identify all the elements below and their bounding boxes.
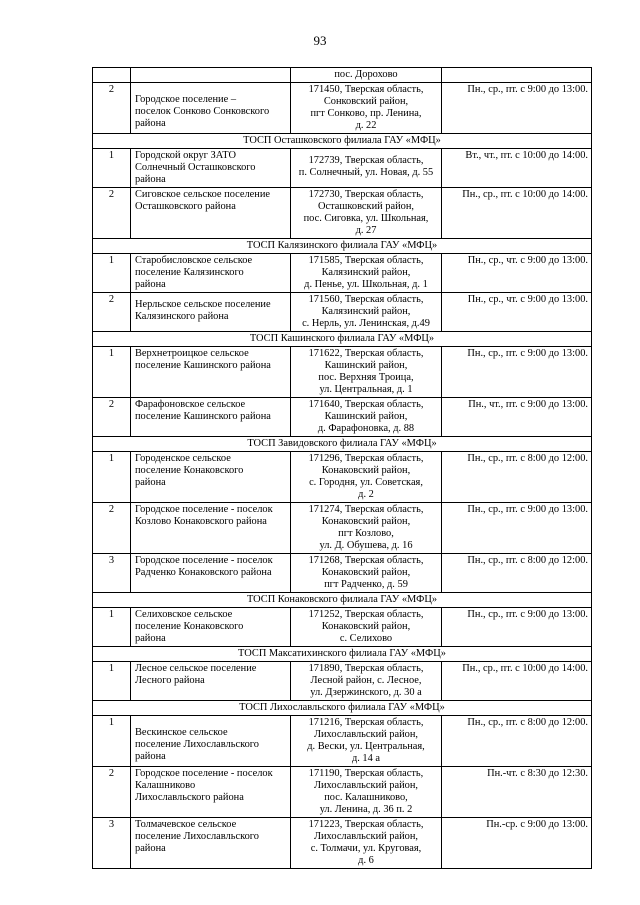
municipality-name: Городенское сельское поселение Конаковского района	[131, 452, 291, 503]
address-cell: 172739, Тверская область, п. Солнечный, ул. Новая, д. 55	[291, 149, 442, 188]
municipality-name: Старобисловское сельское поселение Калязинского района	[131, 254, 291, 293]
row-number: 2	[93, 83, 131, 134]
table-row	[93, 662, 592, 701]
municipality-name: Городской округ ЗАТО Солнечный Осташковского района	[131, 149, 291, 188]
table-row	[93, 188, 592, 239]
address-cell: 171622, Тверская область, Кашинский район, пос. Верхняя Троица, ул. Центральная, д. 1	[291, 347, 442, 398]
table-row	[93, 68, 592, 83]
municipality-name: Городское поселение - поселок Радченко Конаковского района	[131, 554, 291, 593]
address-cell: 171274, Тверская область, Конаковский район, пгт Козлово, ул. Д. Обушева, д. 16	[291, 503, 442, 554]
hours-cell: Пн., ср., пт. с 10:00 до 14:00.	[442, 662, 592, 701]
row-number: 1	[93, 347, 131, 398]
hours-cell: Пн., ср., чт. с 9:00 до 13:00.	[442, 293, 592, 332]
section-title: ТОСП Кашинского филиала ГАУ «МФЦ»	[93, 332, 592, 347]
table-row	[93, 608, 592, 647]
municipality-name: Селиховское сельское поселение Конаковского района	[131, 608, 291, 647]
municipality-name: Городское поселение – поселок Сонково Сонковского района	[131, 83, 291, 134]
table-row	[93, 452, 592, 503]
address-cell: 171890, Тверская область, Лесной район, с. Лесное, ул. Дзержинского, д. 30 а	[291, 662, 442, 701]
address-cell: пос. Дорохово	[291, 68, 442, 83]
table-row	[93, 398, 592, 437]
municipality-name: Вескинское сельское поселение Лихославльского района	[131, 716, 291, 767]
row-number: 1	[93, 452, 131, 503]
row-number: 1	[93, 149, 131, 188]
row-number: 1	[93, 608, 131, 647]
table-row	[93, 254, 592, 293]
municipality-name: Городское поселение - поселок Калашниково Лихославльского района	[131, 767, 291, 818]
address-cell: 171560, Тверская область, Калязинский район, с. Нерль, ул. Ленинская, д.49	[291, 293, 442, 332]
address-cell: 171640, Тверская область, Кашинский район, д. Фарафоновка, д. 88	[291, 398, 442, 437]
hours-cell: Пн., ср., пт. с 9:00 до 13:00.	[442, 608, 592, 647]
hours-cell: Пн., ср., пт. с 9:00 до 13:00.	[442, 347, 592, 398]
hours-cell: Пн., ср., пт. с 8:00 до 12:00.	[442, 554, 592, 593]
municipality-name: Верхнетроицкое сельское поселение Кашинского района	[131, 347, 291, 398]
address-cell: 171585, Тверская область, Калязинский район, д. Пенье, ул. Школьная, д. 1	[291, 254, 442, 293]
row-number: 2	[93, 398, 131, 437]
row-number: 2	[93, 293, 131, 332]
section-title: ТОСП Максатихинского филиала ГАУ «МФЦ»	[93, 647, 592, 662]
hours-cell: Пн., ср., чт. с 9:00 до 13:00.	[442, 254, 592, 293]
table-row	[93, 767, 592, 818]
row-number: 1	[93, 662, 131, 701]
hours-cell: Пн., ср., пт. с 9:00 до 13:00.	[442, 83, 592, 134]
municipality-name: Лесное сельское поселение Лесного района	[131, 662, 291, 701]
table-row	[93, 149, 592, 188]
section-header-row	[93, 239, 592, 254]
section-header-row	[93, 134, 592, 149]
row-number: 2	[93, 767, 131, 818]
section-header-row	[93, 332, 592, 347]
table-row	[93, 347, 592, 398]
address-cell: 171216, Тверская область, Лихославльский район, д. Вески, ул. Центральная, д. 14 а	[291, 716, 442, 767]
table-row	[93, 503, 592, 554]
section-title: ТОСП Завидовского филиала ГАУ «МФЦ»	[93, 437, 592, 452]
section-header-row	[93, 701, 592, 716]
hours-cell: Вт., чт., пт. с 10:00 до 14:00.	[442, 149, 592, 188]
row-number: 1	[93, 716, 131, 767]
section-header-row	[93, 647, 592, 662]
address-cell: 171296, Тверская область, Конаковский район, с. Городня, ул. Советская, д. 2	[291, 452, 442, 503]
hours-cell: Пн., ср., пт. с 9:00 до 13:00.	[442, 503, 592, 554]
hours-cell: Пн., ср., пт. с 10:00 до 14:00.	[442, 188, 592, 239]
hours-cell: Пн., ср., пт. с 8:00 до 12:00.	[442, 716, 592, 767]
row-number: 2	[93, 188, 131, 239]
row-number: 3	[93, 554, 131, 593]
address-cell: 171252, Тверская область, Конаковский район, с. Селихово	[291, 608, 442, 647]
section-header-row	[93, 437, 592, 452]
hours-cell: Пн., чт., пт. с 9:00 до 13:00.	[442, 398, 592, 437]
section-title: ТОСП Калязинского филиала ГАУ «МФЦ»	[93, 239, 592, 254]
address-cell: 171223, Тверская область, Лихославльский район, с. Толмачи, ул. Круговая, д. 6	[291, 818, 442, 869]
address-cell: 171268, Тверская область, Конаковский район, пгт Радченко, д. 59	[291, 554, 442, 593]
address-cell: 172730, Тверская область, Осташковский район, пос. Сиговка, ул. Школьная, д. 27	[291, 188, 442, 239]
municipality-name: Городское поселение - поселок Козлово Конаковского района	[131, 503, 291, 554]
row-number: 2	[93, 503, 131, 554]
section-title: ТОСП Лихославльского филиала ГАУ «МФЦ»	[93, 701, 592, 716]
page-number: 93	[313, 33, 327, 48]
row-number: 3	[93, 818, 131, 869]
municipality-name: Сиговское сельское поселение Осташковского района	[131, 188, 291, 239]
table-row	[93, 554, 592, 593]
table-row	[93, 293, 592, 332]
section-title: ТОСП Конаковского филиала ГАУ «МФЦ»	[93, 593, 592, 608]
municipality-name: Нерльское сельское поселение Калязинского района	[131, 293, 291, 332]
address-cell: 171450, Тверская область, Сонковский район, пгт Сонково, пр. Ленина, д. 22	[291, 83, 442, 134]
mfc-table	[92, 67, 592, 869]
table-row	[93, 716, 592, 767]
table-row	[93, 83, 592, 134]
hours-cell: Пн.-ср. с 9:00 до 13:00.	[442, 818, 592, 869]
municipality-name: Фарафоновское сельское поселение Кашинского района	[131, 398, 291, 437]
hours-cell: Пн.-чт. с 8:30 до 12:30.	[442, 767, 592, 818]
section-header-row	[93, 593, 592, 608]
address-cell: 171190, Тверская область, Лихославльский район, пос. Калашниково, ул. Ленина, д. 36 п. 2	[291, 767, 442, 818]
row-number: 1	[93, 254, 131, 293]
municipality-name: Толмачевское сельское поселение Лихославльского района	[131, 818, 291, 869]
hours-cell: Пн., ср., пт. с 8:00 до 12:00.	[442, 452, 592, 503]
section-title: ТОСП Осташковского филиала ГАУ «МФЦ»	[93, 134, 592, 149]
table-row	[93, 818, 592, 869]
